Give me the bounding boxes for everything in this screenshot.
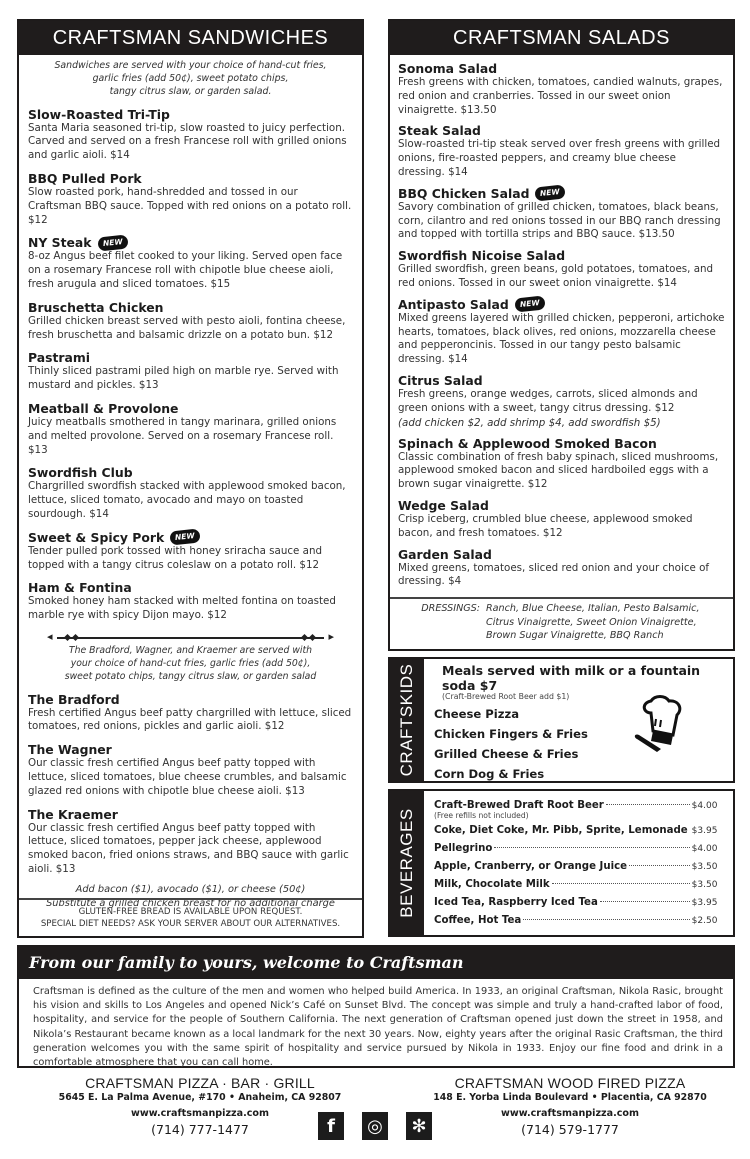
dot-leader [494,847,689,848]
salad-list [390,61,733,589]
item-desc: Crisp iceberg, crumbled blue cheese, applewood smoked bacon, and fresh tomatoes. $12 [398,512,693,539]
menu-item [28,350,353,393]
item-name-row [28,530,353,545]
item-name: BBQ Pulled Pork [28,171,142,186]
sandwiches-title: CRAFTSMAN SANDWICHES [19,21,362,55]
beverage-row [434,876,717,894]
item-desc: Smoked honey ham stacked with melted fontina on toasted marble rye with spicy Dijon mayo. $12 [28,595,336,622]
item-name: The Bradford [28,691,120,707]
menu-item [398,436,725,492]
item-desc: Mixed greens layered with grilled chicken, pepperoni, artichoke hearts, tomatoes, black olives, red onions, mozzarella cheese and pepperoncinis. Tossed in our tangy pesto balsamic dressing. $14 [398,311,725,366]
diamond-dots-icon [302,633,316,642]
beverages-side-strip [390,791,424,935]
intro-line: sweet potato chips, tangy citrus slaw, or garden salad [64,671,317,683]
item-name: Slow-Roasted Tri-Tip [28,106,170,122]
intro-line: your choice of hand-cut fries, garlic fries (add 50¢), [70,658,311,670]
story-text: Craftsman is defined as the culture of the men and women who helped build America. In 1933, an original Craftsman, Nikola Rasic, brought his vision and skills to Los Angeles and opened Nick’s Café on Sunset Blvd. The concept was simple and truly a hand-crafted labor of food, hospitality, and service for the people of Southern California. The next generation of Craftsman opened just down the street in 1958, and Nikola’s Restaurant became known as a local landmark for the next 30 years. Now, eighty years after the original Rasic Craftsman, the third generation welcomes you with the same spirit of hospitality and service pursued by Nikola in 1933. Enjoy our fine food and drink in a comfortable atmosphere that you can call home. [33,986,723,1069]
beverage-price: $2.50 [691,916,718,926]
salads-title: CRAFTSMAN SALADS [390,21,733,55]
item-desc: Slow-roasted tri-tip steak served over fresh greens with grilled onions, fire-roasted peppers, and creamy blue cheese dressing. $14 [398,138,721,178]
menu-item [28,465,353,521]
instagram-icon[interactable]: ◎ [362,1112,388,1140]
location-anaheim [50,1075,350,1138]
item-name: Meatball & Provolone [28,400,179,416]
burger-intro [19,644,362,684]
item-desc: Thinly sliced pastrami piled high on marble rye. Served with mustard and pickles. $13 [28,365,339,392]
item-name: Swordfish Nicoise Salad [398,248,566,264]
dressings-label: DRESSINGS: [421,603,480,614]
item-name: Steak Salad [398,123,481,139]
item-desc: Tender pulled pork tossed with honey sriracha sauce and topped with a tangy citrus coleslaw on a potato roll. $12 [28,544,323,571]
item-name: Swordfish Club [28,465,133,481]
addon-line: Add bacon ($1), avocado ($1), or cheese (50¢) [75,883,306,895]
dressing-line: Ranch, Blue Cheese, Italian, Pesto Balsamic, [486,603,700,614]
menu-item [398,373,725,430]
menu-item [398,498,725,541]
kids-side-strip [390,659,424,781]
item-name-row [28,235,353,250]
menu-item [28,171,353,227]
menu-item [398,186,725,242]
location-phone: (714) 777-1477 [151,1122,249,1137]
kids-item: Chicken Fingers & Fries [434,727,588,741]
kids-body [424,659,733,781]
kids-subnote: (Craft-Brewed Root Beer add $1) [442,692,570,701]
menu-item [398,61,725,117]
menu-item [28,235,353,291]
item-desc: Grilled swordfish, green beans, gold potatoes, tomatoes, and red onions. Tossed in our sweet onion vinaigrette. $14 [398,263,714,289]
arrow-left-icon: ◂ [47,629,53,643]
menu-item [398,547,725,590]
beverage-name: Coke, Diet Coke, Mr. Pibb, Sprite, Lemonade [434,825,688,836]
beverage-note: (Free refills not included) [434,811,529,820]
dressing-line: Citrus Vinaigrette, Sweet Onion Vinaigrette, [486,616,697,628]
new-badge: NEW [171,530,200,545]
sandwiches-intro [19,59,362,99]
story-panel [17,945,735,1068]
item-desc: Our classic fresh certified Angus beef patty topped with lettuce, sliced tomatoes, blue cheese crumbles, and balsamic glazed red onions with chipotle blue cheese aioli. $13 [28,757,347,797]
dressings-values [486,602,733,649]
beverages-panel [388,789,735,937]
item-name: Pastrami [28,350,91,366]
item-desc: Slow roasted pork, hand-shredded and tossed in our Craftsman BBQ sauce. Topped with red onions on a potato roll. $12 [28,186,352,226]
facebook-icon[interactable]: f [318,1112,344,1140]
item-desc: Santa Maria seasoned tri-tip, slow roasted to juicy perfection. Carved and served on a fresh Francese roll with grilled onions and garlic aioli. $14 [28,121,347,162]
menu-item [398,297,725,367]
story-title: From our family to yours, welcome to Craftsman [19,947,733,979]
item-name: Ham & Fontina [28,580,132,596]
addon-line: Substitute a grilled chicken breast for no additional charge [46,897,335,909]
item-name: Sonoma Salad [398,61,498,76]
dressing-line: Brown Sugar Vinaigrette, BBQ Ranch [486,630,664,641]
menu-item [28,107,353,163]
item-desc: Our classic fresh certified Angus beef patty topped with lettuce, sliced tomatoes, pepper jack cheese, applewood smoked bacon, fried onions straws, and BBQ sauce with garlic aioli. $13 [28,821,349,875]
note-line: SPECIAL DIET NEEDS? ASK YOUR SERVER ABOUT OUR ALTERNATIVES. [40,919,341,929]
dressings-list [390,597,733,649]
item-desc: Fresh greens with chicken, tomatoes, candied walnuts, grapes, red onion and cranberries. Tossed in our sweet onion vinaigrette. $13.50 [398,76,723,116]
item-name-row [398,297,725,312]
item-name: Citrus Salad [398,372,483,388]
menu-item [28,692,353,735]
menu-item [28,580,353,623]
beverage-row [434,894,717,912]
beverage-price: $4.00 [691,801,718,811]
item-name: NY Steak [28,235,92,251]
beverages-label: BEVERAGES [397,808,416,918]
beverage-row [434,858,717,876]
beverage-list [424,791,735,935]
item-desc: Grilled chicken breast served with pesto aioli, fontina cheese, fresh bruschetta and balsamic drizzle on a potato bun. $12 [28,314,346,341]
beverage-price: $3.50 [691,880,718,890]
sandwich-list [19,107,362,623]
kids-panel [388,657,735,783]
item-name: The Kraemer [28,806,118,822]
item-name: Bruschetta Chicken [28,299,164,315]
intro-line: Sandwiches are served with your choice of hand-cut fries, [54,60,327,71]
beverage-name: Apple, Cranberry, or Orange Juice [434,861,628,872]
location-placentia [415,1075,725,1138]
beverage-price: $3.95 [691,826,718,836]
intro-line: tangy citrus slaw, or garden salad. [109,86,272,98]
beverage-name: Milk, Chocolate Milk [434,879,550,890]
location-name: CRAFTSMAN WOOD FIRED PIZZA [454,1075,686,1091]
beverage-row [434,840,717,858]
beverage-row [434,912,717,930]
chef-hat-icon [629,695,689,755]
gluten-free-note [19,898,362,936]
diamond-dots-icon [65,633,79,642]
menu-item [28,401,353,457]
menu-item [398,123,725,179]
location-website-link[interactable]: www.craftsmanpizza.com [501,1108,639,1119]
beverage-price: $4.00 [691,844,718,854]
location-name: CRAFTSMAN PIZZA · BAR · GRILL [85,1075,315,1091]
new-badge: NEW [98,235,127,250]
beverage-name: Craft-Brewed Draft Root Beer [434,800,604,811]
kids-item: Cheese Pizza [434,707,520,721]
kids-item: Grilled Cheese & Fries [434,747,579,761]
item-name: BBQ Chicken Salad [398,185,530,201]
dot-leader [600,901,690,902]
beverage-name: Pellegrino [434,843,493,854]
item-desc: Fresh greens, orange wedges, carrots, sliced almonds and green onions with a sweet, tangy citrus dressing. $12 [398,387,698,414]
new-badge: NEW [515,297,544,312]
item-name: Garden Salad [398,546,492,562]
salads-panel [388,19,735,651]
menu-item [28,530,353,573]
item-desc: Chargrilled swordfish stacked with applewood smoked bacon, lettuce, sliced tomato, avocado and mayo on toasted sourdough. $14 [28,480,346,520]
dot-leader [552,883,690,884]
item-name: Wedge Salad [398,497,489,513]
dot-leader [606,804,690,805]
item-addons: (add chicken $2, add shrimp $4, add swordfish $5) [398,416,661,429]
item-desc: 8-oz Angus beef filet cooked to your liking. Served open face on a rosemary Francese roll with chipotle blue cheese aioli, fresh arugula and sliced tomatoes. $15 [28,250,343,290]
item-desc: Classic combination of fresh baby spinach, sliced mushrooms, applewood smoked bacon and sliced hardboiled eggs with a brown sugar vinaigrette. $12 [398,450,719,491]
item-name-row [398,186,725,201]
menu-item [28,300,353,343]
item-desc: Fresh certified Angus beef patty chargrilled with lettuce, sliced tomatoes, red onions, pickles and garlic aioli. $12 [28,706,352,733]
burger-list [19,692,362,877]
location-address: 148 E. Yorba Linda Boulevard • Placentia, CA 92870 [433,1092,707,1103]
dot-leader [523,919,689,920]
ornamental-divider [47,629,334,643]
arrow-right-icon: ▸ [328,629,334,643]
intro-line: garlic fries (add 50¢), sweet potato chips, [92,73,289,85]
divider-line [57,637,324,639]
item-name: The Wagner [28,742,112,758]
item-name: Antipasto Salad [398,296,509,312]
location-website-link[interactable]: www.craftsmanpizza.com [131,1108,269,1119]
note-line: GLUTEN-FREE BREAD IS AVAILABLE UPON REQUEST. [78,907,303,917]
beverage-price: $3.50 [691,862,718,872]
menu-item [28,807,353,877]
location-address: 5645 E. La Palma Avenue, #170 • Anaheim, CA 92807 [58,1092,342,1103]
dot-leader [629,865,690,866]
item-desc: Mixed greens, tomatoes, sliced red onion and your choice of dressing. $4 [398,561,710,588]
beverage-name: Coffee, Hot Tea [434,915,522,926]
menu-item [398,248,725,291]
kids-label: CRAFTSKIDS [397,663,416,777]
sandwiches-panel [17,19,364,938]
item-desc: Juicy meatballs smothered in tangy marinara, grilled onions and melted provolone. Served on a rosemary Francese roll. $13 [28,415,337,456]
kids-item: Corn Dog & Fries [434,767,545,781]
item-name: Sweet & Spicy Pork [28,529,165,545]
new-badge: NEW [536,186,565,201]
item-desc: Savory combination of grilled chicken, tomatoes, black beans, corn, cilantro and red onions tossed in our BBQ ranch dressing and topped with tortilla strips and BBQ sauce. $13.50 [398,200,721,241]
kids-headline: Meals served with milk or a fountain soda $7 [442,663,701,693]
beverage-name: Iced Tea, Raspberry Iced Tea [434,897,598,908]
yelp-icon[interactable]: ✻ [406,1112,432,1140]
beverage-row [434,822,717,840]
location-phone: (714) 579-1777 [521,1122,619,1137]
menu-item [28,742,353,798]
intro-line: The Bradford, Wagner, and Kraemer are served with [68,644,313,656]
item-name: Spinach & Applewood Smoked Bacon [398,435,657,451]
beverage-price: $3.95 [691,898,718,908]
